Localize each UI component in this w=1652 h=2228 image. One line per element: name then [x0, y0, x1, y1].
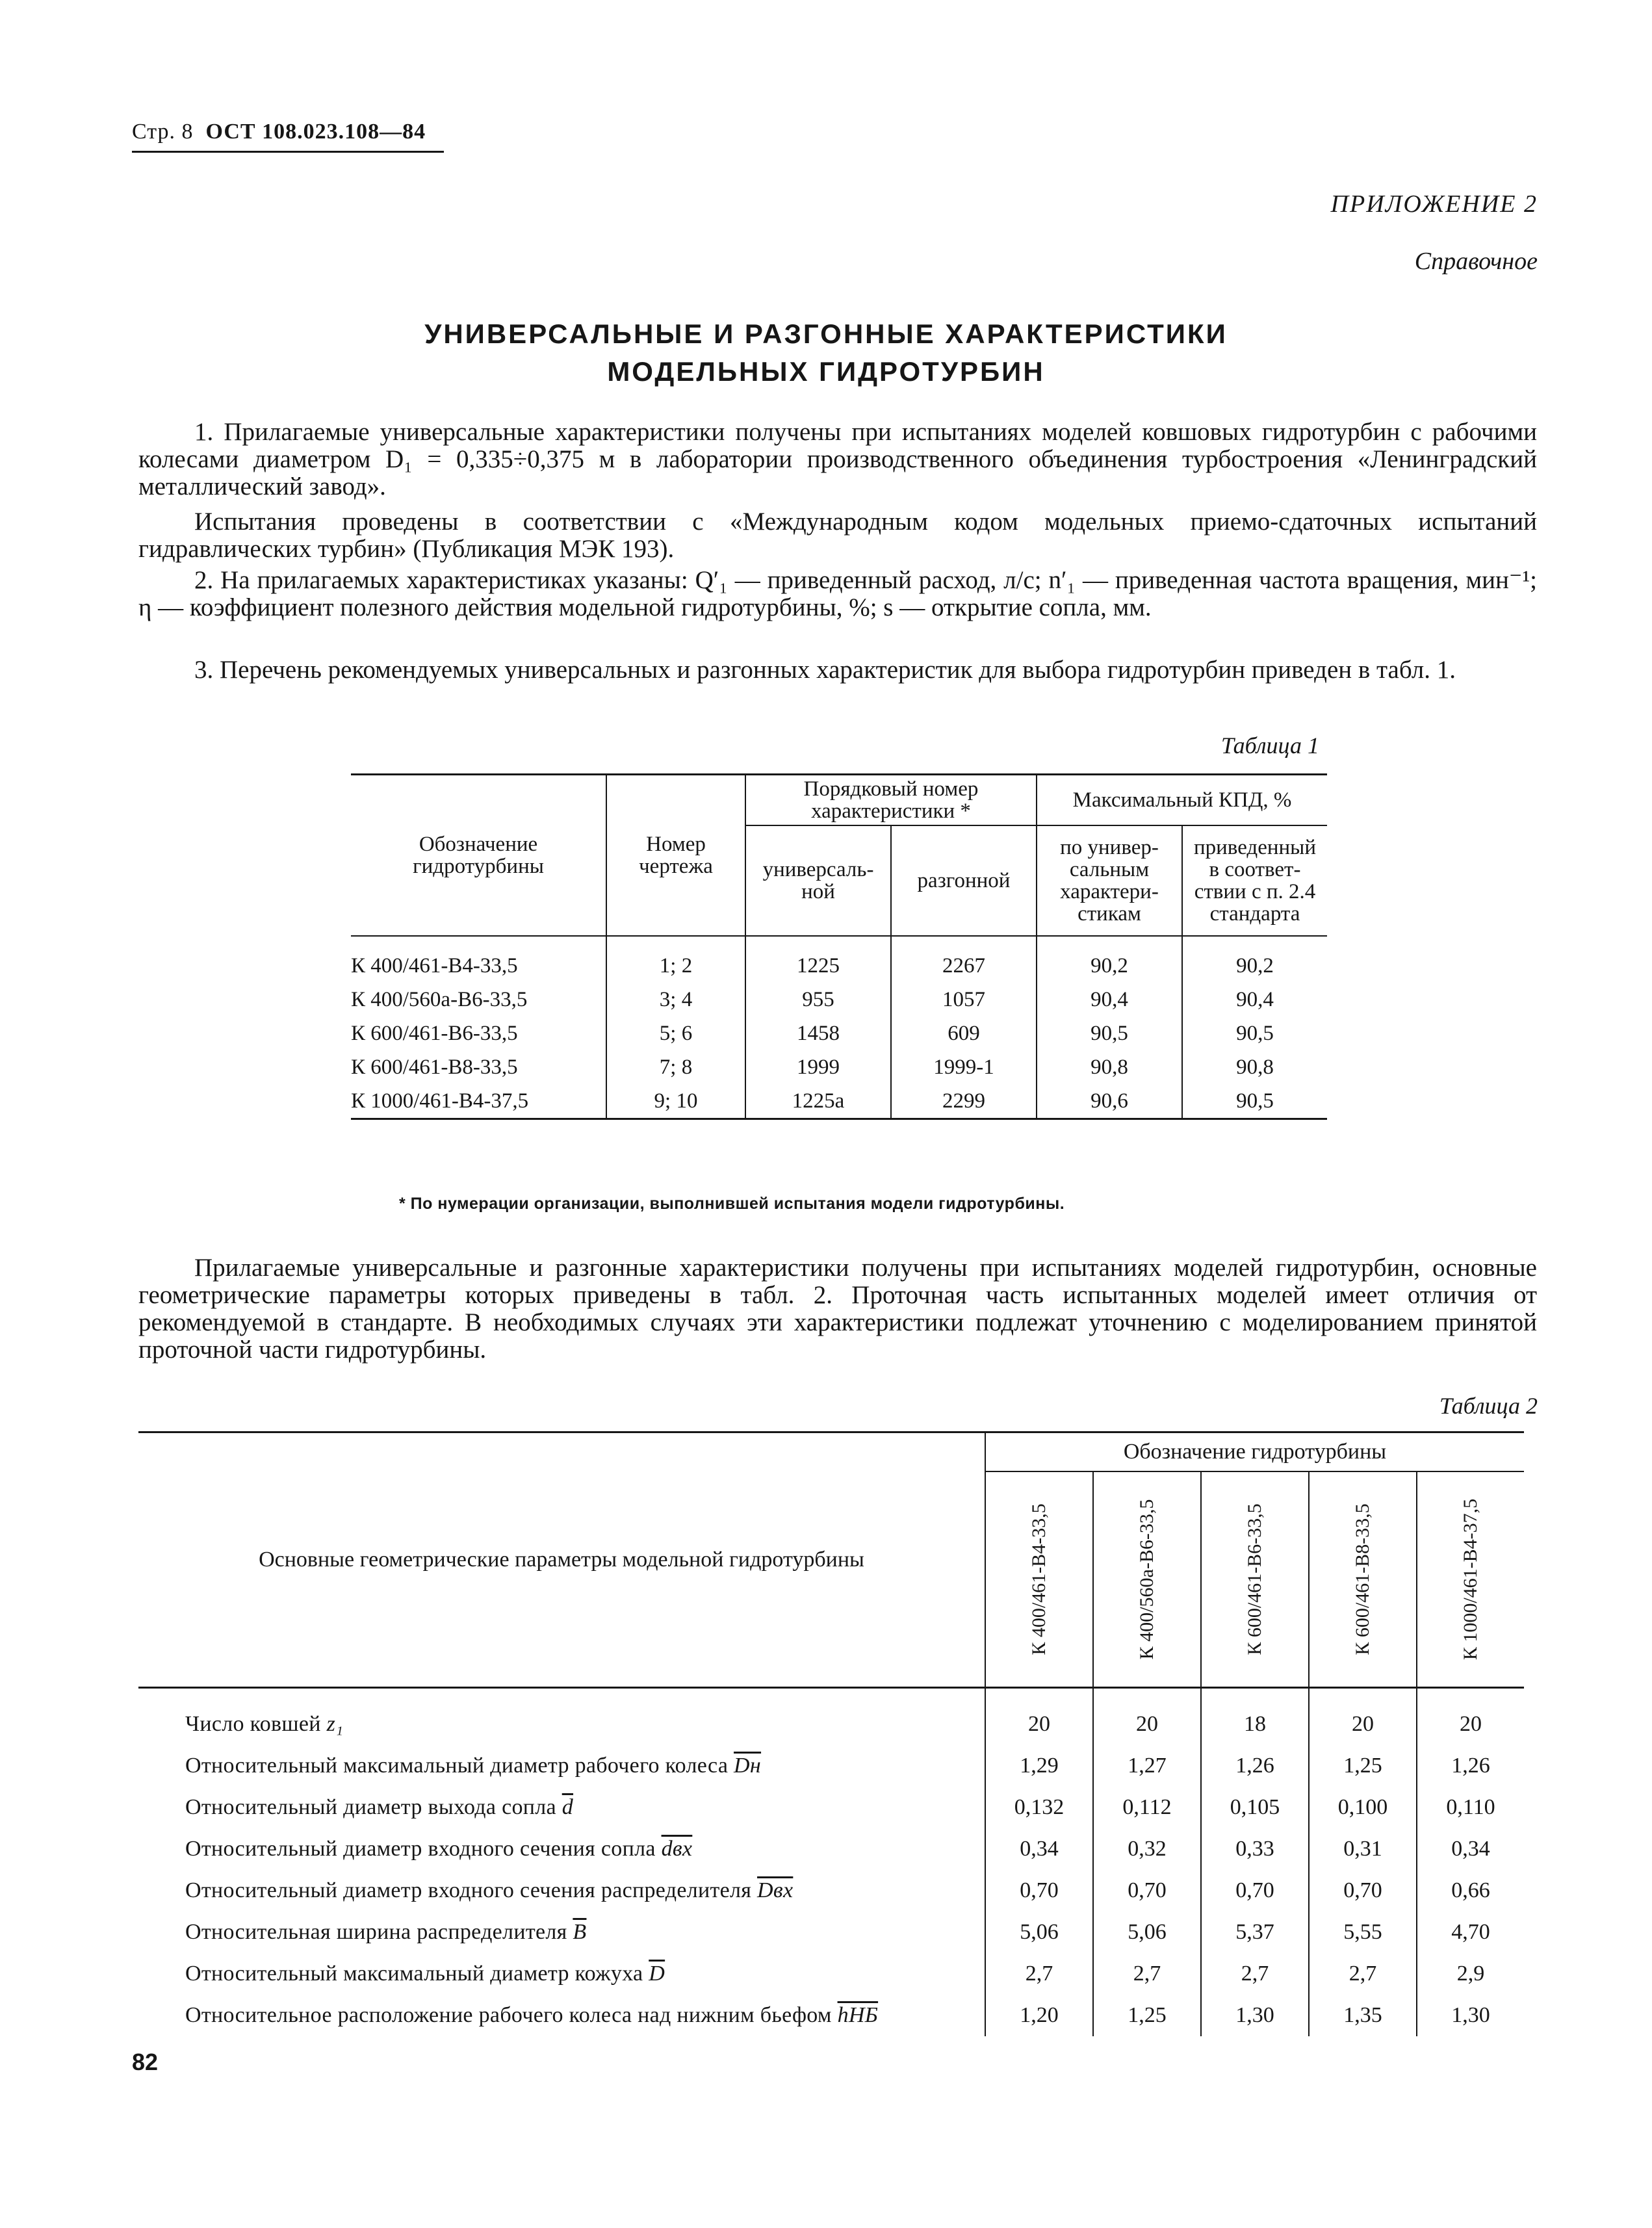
t1-cell: 9; 10	[606, 1084, 745, 1119]
t1-cell: 2299	[891, 1084, 1037, 1119]
t1-cell: 609	[891, 1017, 1037, 1050]
t2-row	[138, 1745, 1524, 1787]
t2-row	[138, 1828, 1524, 1870]
paragraph-5-text: Прилагаемые универсальные и разгонные характеристики получены при испытаниях моделей гидротурбин, основные геометрические параметры которых приведены в табл. 2. Проточная часть испытанных моделей имеет отличия от рекомендуемой в стандарте. В необходимых случаях эти характеристики подлежат уточнению с моделированием принятой проточной части гидротурбины.	[138, 1254, 1537, 1364]
t2-cell: 20	[1093, 1688, 1201, 1746]
t1-cell-designation: К 400/560а-В6-33,5	[351, 988, 528, 1011]
page-number: 82	[132, 2049, 159, 2075]
t1-row	[351, 1084, 1327, 1119]
t2-cell: 1,30	[1417, 1995, 1524, 2036]
t2-column-header	[1309, 1471, 1417, 1688]
t2-cell: 0,70	[1309, 1870, 1417, 1911]
t1-cell-designation: К 1000/461-В4-37,5	[351, 1084, 606, 1119]
t1-cell-designation: К 600/461-В6-33,5	[351, 1022, 518, 1045]
t2-cell: 1,25	[1309, 1745, 1417, 1787]
table-2-caption: Таблица 2	[1439, 1393, 1538, 1419]
t1-cell: 1999	[745, 1050, 891, 1084]
t2-param-name	[138, 1828, 985, 1870]
t2-param-symbol: $\overline{B}$	[573, 1920, 587, 1944]
t1-cell: 5; 6	[606, 1017, 745, 1050]
t1-cell: 1; 2	[606, 936, 745, 983]
t2-row	[138, 1953, 1524, 1995]
t1-cell: 90,5	[1182, 1017, 1327, 1050]
t2-column-header-text: К 400/461-В4-33,5	[1028, 1503, 1050, 1655]
t2-column-header-text: К 400/560а-В6-33,5	[1136, 1499, 1157, 1660]
t1-cell-designation: К 400/461-В4-33,5	[351, 954, 518, 978]
t2-cell: 1,35	[1309, 1995, 1417, 2036]
t2-cell: 1,27	[1093, 1745, 1201, 1787]
t2-cell: 5,06	[1093, 1911, 1201, 1953]
t2-param-label: Относительный максимальный диаметр кожуха	[185, 1962, 643, 1986]
t2-param-name	[138, 1953, 985, 1995]
t1-cell: 90,6	[1037, 1084, 1182, 1119]
t2-cell: 0,70	[985, 1870, 1093, 1911]
t1-header-reduced: приведенный в соответствии с п. 2.4 стандарта	[1182, 825, 1327, 936]
t2-cell: 4,70	[1417, 1911, 1524, 1953]
t2-param-name	[138, 1787, 985, 1828]
t1-cell: 1999-1	[891, 1050, 1037, 1084]
t2-cell: 0,66	[1417, 1870, 1524, 1911]
table-1	[351, 773, 1327, 1120]
paragraph-1	[138, 419, 1537, 500]
t2-param-label: Относительный максимальный диаметр рабочего колеса	[185, 1754, 729, 1778]
t2-cell: 1,20	[985, 1995, 1093, 2036]
t2-cell: 2,7	[1201, 1953, 1309, 1995]
title-line-2: МОДЕЛЬНЫХ ГИДРОТУРБИН	[607, 356, 1045, 387]
t2-param-label: Относительное расположение рабочего колеса над нижним бьефом	[185, 2003, 832, 2027]
header-rule	[132, 151, 444, 153]
t2-header-params: Основные геометрические параметры модельной гидротурбины	[138, 1432, 985, 1688]
t2-cell: 2,7	[1309, 1953, 1417, 1995]
t2-param-symbol: Dвх	[757, 1878, 794, 1902]
paragraph-2-text: Испытания проведены в соответствии с «Международным кодом модельных приемо-сдаточных испытаний гидравлических турбин» (Публикация МЭК 193).	[138, 508, 1537, 563]
t2-row	[138, 1870, 1524, 1911]
t1-cell: 7; 8	[606, 1050, 745, 1084]
t2-param-name	[138, 1870, 985, 1911]
t2-cell: 0,31	[1309, 1828, 1417, 1870]
paragraph-4	[138, 656, 1537, 684]
table-1-footnote: * По нумерации организации, выполнившей испытания модели гидротурбины.	[399, 1195, 1065, 1213]
t2-param-name	[138, 1745, 985, 1787]
t2-param-name	[138, 1911, 985, 1953]
t2-cell: 2,7	[985, 1953, 1093, 1995]
t2-cell: 0,70	[1093, 1870, 1201, 1911]
t2-cell: 5,06	[985, 1911, 1093, 1953]
t2-cell: 1,29	[985, 1745, 1093, 1787]
t1-cell: 90,5	[1037, 1017, 1182, 1050]
t1-header-by-universal: по универсальным характеристикам	[1037, 825, 1182, 936]
t2-cell: 1,26	[1417, 1745, 1524, 1787]
t1-row	[351, 1017, 1327, 1050]
t1-cell: 3; 4	[606, 983, 745, 1017]
paragraph-3-text: 2. На прилагаемых характеристиках указаны: Q′₁ — приведенный расход, л/с; n′₁ — приведенная частота вращения, мин⁻¹; η — коэффициент полезного действия модельной гидротурбины, %; s — открытие сопла, мм.	[138, 566, 1537, 621]
t1-header-designation: Обозначение гидротурбины	[351, 775, 606, 937]
t1-cell: 1225	[745, 936, 891, 983]
t1-header-drawing: Номер чертежа	[606, 775, 745, 937]
t2-cell: 5,37	[1201, 1911, 1309, 1953]
t2-column-header-text: К 600/461-В8-33,5	[1352, 1503, 1373, 1655]
t2-column-header-text: К 600/461-В6-33,5	[1244, 1503, 1265, 1655]
t2-row	[138, 1911, 1524, 1953]
t1-header-serial-group: Порядковый номер характеристики *	[745, 775, 1037, 826]
page-label: Стр. 8	[132, 120, 194, 144]
t2-cell: 5,55	[1309, 1911, 1417, 1953]
title-line-1: УНИВЕРСАЛЬНЫЕ И РАЗГОННЫЕ ХАРАКТЕРИСТИКИ	[424, 318, 1228, 349]
t2-column-header	[1201, 1471, 1309, 1688]
t2-cell: 0,105	[1201, 1787, 1309, 1828]
t1-cell: 90,2	[1182, 936, 1327, 983]
t1-cell: 90,8	[1037, 1050, 1182, 1084]
t2-cell: 20	[1309, 1688, 1417, 1746]
t1-cell: 90,4	[1182, 983, 1327, 1017]
paragraph-3	[138, 567, 1537, 621]
t2-param-label: Относительная ширина распределителя	[185, 1920, 567, 1944]
t1-header-runaway: разгонной	[891, 825, 1037, 936]
t1-row	[351, 1050, 1327, 1084]
table-2	[138, 1431, 1524, 2036]
t2-param-symbol: dвх	[661, 1837, 693, 1861]
t2-cell: 0,70	[1201, 1870, 1309, 1911]
t2-cell: 0,112	[1093, 1787, 1201, 1828]
t2-cell: 1,30	[1201, 1995, 1309, 2036]
t1-header-universal: универсальной	[745, 825, 891, 936]
t2-row	[138, 1787, 1524, 1828]
standard-number: ОСТ 108.023.108—84	[205, 120, 426, 144]
t2-param-symbol: hНБ	[837, 2003, 879, 2027]
t2-column-header	[985, 1471, 1093, 1688]
t2-row	[138, 1688, 1524, 1746]
t2-cell: 0,110	[1417, 1787, 1524, 1828]
t2-cell: 18	[1201, 1688, 1309, 1746]
page-header	[132, 120, 426, 144]
t2-cell: 1,25	[1093, 1995, 1201, 2036]
paragraph-5	[138, 1254, 1537, 1364]
t2-cell: 20	[1417, 1688, 1524, 1746]
t1-cell: 1057	[891, 983, 1037, 1017]
t2-column-header	[1417, 1471, 1524, 1688]
t2-param-name	[138, 1688, 985, 1746]
paragraph-4-text: 3. Перечень рекомендуемых универсальных и разгонных характеристик для выбора гидротурбин приведен в табл. 1.	[194, 656, 1456, 684]
t2-cell: 0,34	[985, 1828, 1093, 1870]
t2-param-label: Относительный диаметр входного сечения распределителя	[185, 1878, 752, 1902]
t1-cell: 1458	[745, 1017, 891, 1050]
t2-cell: 0,100	[1309, 1787, 1417, 1828]
t1-cell: 90,2	[1037, 936, 1182, 983]
t2-param-name	[138, 1995, 985, 2036]
t1-row	[351, 936, 1327, 983]
table-1-caption: Таблица 1	[1220, 732, 1319, 758]
t2-param-symbol: $\overline{d}$	[561, 1795, 574, 1819]
t2-cell: 2,9	[1417, 1953, 1524, 1995]
paragraph-1-text: 1. Прилагаемые универсальные характеристики получены при испытаниях моделей ковшовых гидротурбин с рабочими колесами диаметром D₁ = 0,335÷0,375 м в лаборатории производственного объединения турбостроения «Ленинградский металлический завод».	[138, 418, 1537, 500]
appendix-kind: Справочное	[1414, 248, 1538, 275]
t2-param-label: Относительный диаметр входного сечения сопла	[185, 1837, 656, 1861]
t1-cell: 90,5	[1182, 1084, 1327, 1119]
t1-cell: 90,4	[1037, 983, 1182, 1017]
t1-cell-designation: К 600/461-В8-33,5	[351, 1056, 518, 1079]
t2-param-symbol: $\overline{D}$	[649, 1962, 665, 1986]
t2-param-label: Число ковшей	[185, 1712, 321, 1736]
appendix-label: ПРИЛОЖЕНИЕ 2	[1330, 190, 1538, 218]
t2-param-label: Относительный диаметр выхода сопла	[185, 1795, 556, 1819]
t2-row	[138, 1995, 1524, 2036]
t1-cell: 955	[745, 983, 891, 1017]
t2-cell: 1,26	[1201, 1745, 1309, 1787]
t2-column-header-text: К 1000/461-В4-37,5	[1460, 1498, 1481, 1661]
t2-cell: 20	[985, 1688, 1093, 1746]
t1-cell: 2267	[891, 936, 1037, 983]
t2-cell: 0,132	[985, 1787, 1093, 1828]
t2-cell: 0,33	[1201, 1828, 1309, 1870]
t1-cell: 90,8	[1182, 1050, 1327, 1084]
t2-cell: 0,34	[1417, 1828, 1524, 1870]
t2-header-group: Обозначение гидротурбины	[985, 1432, 1524, 1472]
t2-param-symbol: z₁	[326, 1712, 344, 1736]
t2-column-header	[1093, 1471, 1201, 1688]
paragraph-2	[138, 508, 1537, 563]
t1-cell: 1225а	[745, 1084, 891, 1119]
t2-cell: 2,7	[1093, 1953, 1201, 1995]
t1-header-eff-group: Максимальный КПД, %	[1037, 775, 1327, 826]
t1-row	[351, 983, 1327, 1017]
t2-param-symbol: Dн	[734, 1754, 762, 1778]
t2-cell: 0,32	[1093, 1828, 1201, 1870]
